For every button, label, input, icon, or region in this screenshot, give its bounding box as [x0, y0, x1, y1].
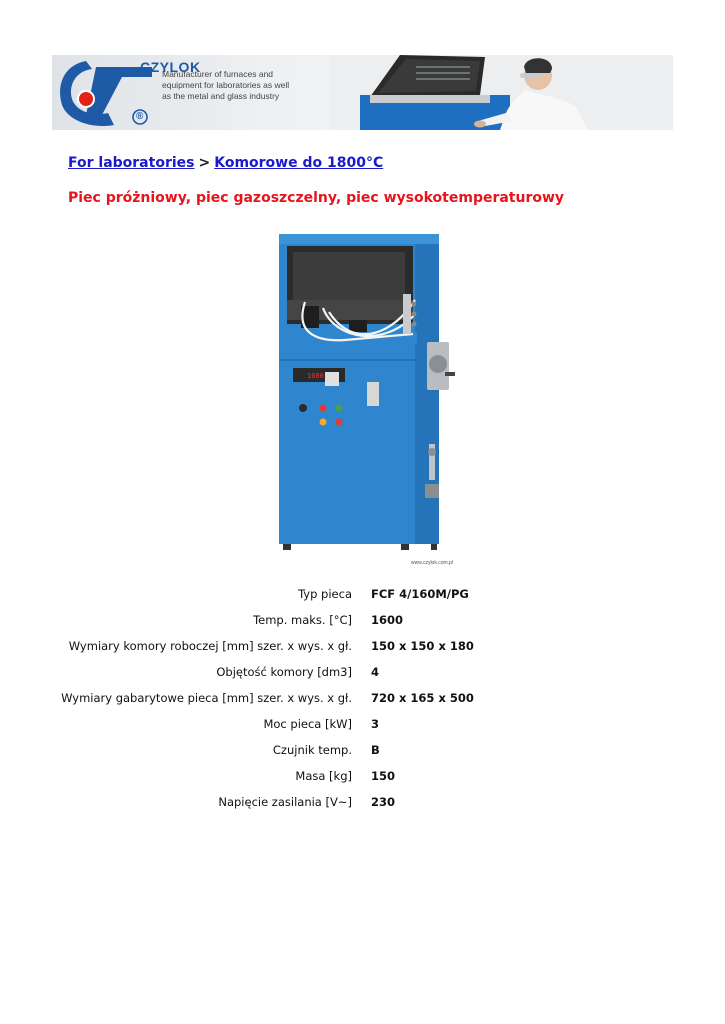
spec-label: Temp. maks. [°C] [253, 613, 352, 627]
spec-table [60, 581, 474, 815]
company-tagline [162, 69, 342, 102]
image-watermark: www.czylok.com.pl [411, 560, 453, 566]
spec-value: 3 [371, 717, 380, 731]
spec-row [60, 633, 474, 659]
brand-name: CZYLOK [140, 59, 201, 75]
page-title: Piec próżniowy, piec gazoszczelny, piec wysokotemperaturowy [68, 190, 565, 206]
breadcrumb-separator: > [198, 155, 211, 171]
spec-label: Objętość komory [dm3] [216, 665, 352, 679]
spec-value: 4 [371, 665, 380, 679]
spec-row [60, 607, 474, 633]
spec-value: B [371, 743, 380, 757]
spec-value: 720 x 165 x 500 [371, 691, 474, 705]
spec-value: 150 x 150 x 180 [371, 639, 474, 653]
registered-mark: ® [136, 111, 144, 122]
spec-label: Masa [kg] [295, 769, 352, 783]
spec-label: Czujnik temp. [272, 743, 352, 757]
header-banner [52, 55, 673, 130]
tagline-line: Manufacturer of furnaces and [162, 69, 274, 79]
spec-row [60, 581, 474, 607]
spec-row [60, 659, 474, 685]
spec-row [60, 789, 474, 815]
spec-label: Moc pieca [kW] [263, 717, 352, 731]
spec-label: Wymiary gabarytowe pieca [mm] szer. x wys. x gł. [61, 691, 352, 705]
tagline-line: equipment for laboratories as well [162, 80, 290, 90]
spec-label: Typ pieca [298, 587, 352, 601]
breadcrumb-link-laboratories[interactable]: For laboratories [68, 155, 195, 171]
banner-photo [330, 55, 673, 130]
breadcrumb [68, 155, 383, 171]
spec-row [60, 685, 474, 711]
spec-row [60, 737, 474, 763]
spec-value: FCF 4/160M/PG [371, 587, 469, 601]
spec-value: 230 [371, 795, 396, 809]
tagline-line: as the metal and glass industry [162, 91, 280, 101]
spec-label: Wymiary komory roboczej [mm] szer. x wys. x gł. [68, 639, 352, 653]
spec-row [60, 763, 474, 789]
spec-value: 1600 [371, 613, 404, 627]
spec-row [60, 711, 474, 737]
spec-value: 150 [371, 769, 396, 783]
breadcrumb-link-category[interactable]: Komorowe do 1800°C [214, 155, 384, 171]
spec-label: Napięcie zasilania [V~] [218, 795, 352, 809]
svg-text:1600: 1600 [307, 372, 324, 380]
product-image [265, 222, 460, 577]
